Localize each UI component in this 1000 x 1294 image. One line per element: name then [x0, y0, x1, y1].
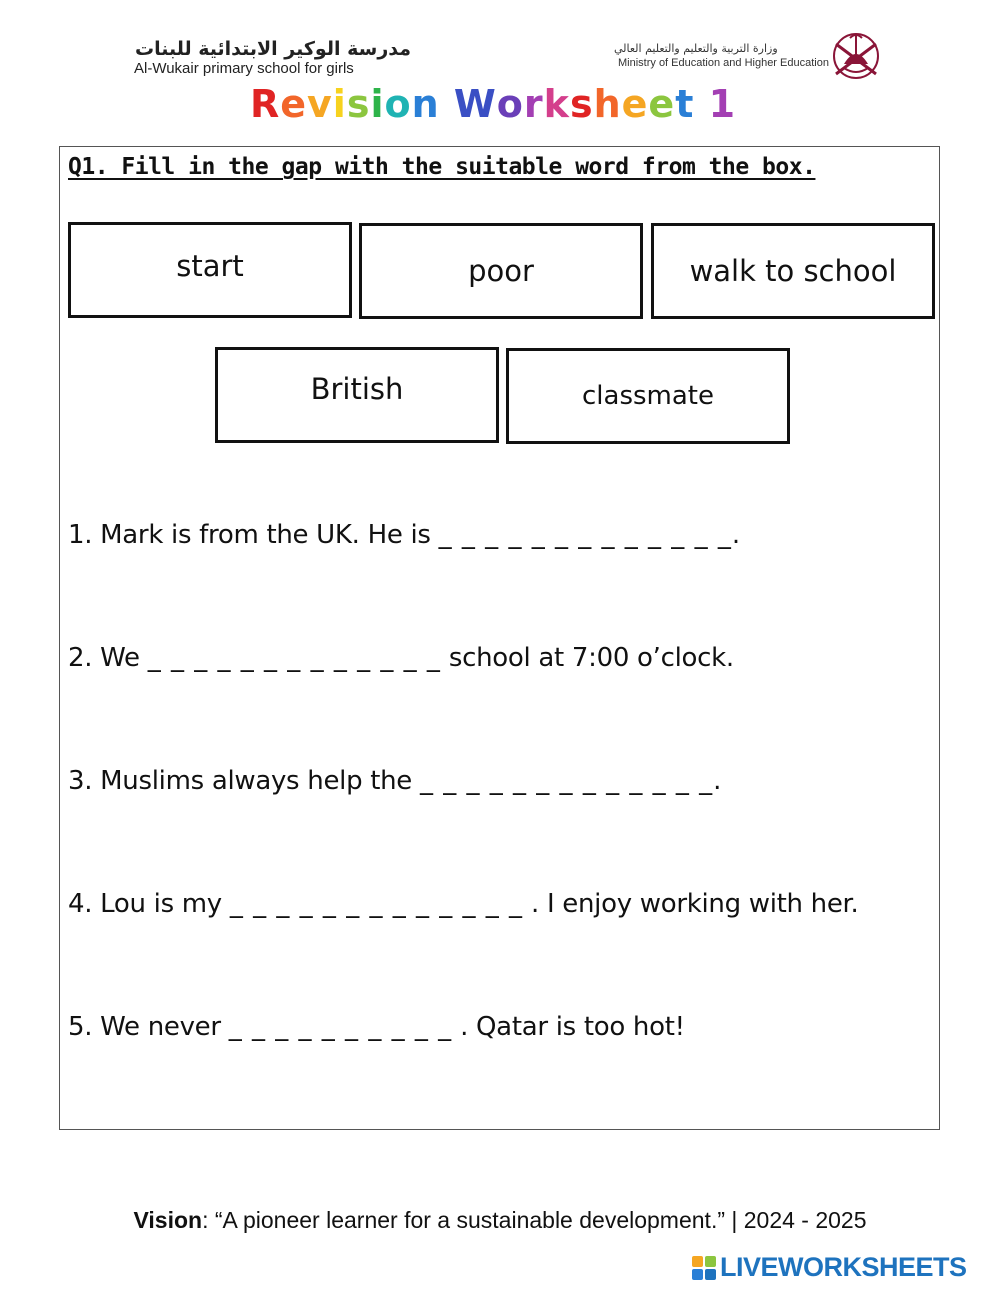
title-letter: t [675, 82, 695, 126]
question-heading: Q1. Fill in the gap with the suitable word from the box. [68, 154, 816, 180]
title-letter: n [411, 82, 440, 126]
title-letter: i [332, 82, 347, 126]
sentence-text: 4. Lou is my [68, 889, 230, 919]
word-bank-item[interactable]: walk to school [651, 223, 935, 319]
liveworksheets-brand[interactable] [692, 1252, 967, 1283]
title-letter: s [569, 82, 594, 126]
sentence-text: 5. We never [68, 1012, 229, 1042]
title-letter: o [496, 82, 524, 126]
sentence-1 [68, 520, 740, 550]
answer-blank[interactable]: _ _ _ _ _ _ _ _ _ _ _ _ _ [229, 889, 524, 919]
title-letter: o [384, 82, 412, 126]
title-letter: R [249, 82, 281, 126]
liveworksheets-wordmark: LIVEWORKSHEETS [720, 1252, 967, 1282]
title-letter: e [280, 82, 307, 126]
title-letter [440, 82, 454, 126]
sentence-text: 3. Muslims always help the [68, 766, 420, 796]
ministry-name-arabic: وزارة التربية والتعليم والتعليم العالي [614, 42, 778, 55]
title-letter: v [307, 82, 333, 126]
sentence-5 [68, 1012, 685, 1042]
word-bank-item[interactable]: poor [359, 223, 643, 319]
title-letter: i [370, 82, 385, 126]
school-name-arabic: مدرسة الوكير الابتدائية للبنات [135, 38, 411, 60]
sentence-text: . Qatar is too hot! [452, 1012, 685, 1042]
sentence-4 [68, 889, 859, 919]
title-letter: 1 [708, 82, 737, 126]
title-letter: e [648, 82, 676, 126]
vision-statement [0, 1207, 1000, 1234]
sentence-text: . [731, 520, 740, 550]
word-bank-item[interactable]: start [68, 222, 352, 318]
liveworksheets-logo-icon [692, 1256, 716, 1280]
title-letter: W [453, 82, 497, 126]
vision-label: Vision [133, 1207, 203, 1233]
answer-blank[interactable]: _ _ _ _ _ _ _ _ _ _ _ _ _ [438, 520, 732, 550]
sentence-text: 1. Mark is from the UK. He is [68, 520, 439, 550]
answer-blank[interactable]: _ _ _ _ _ _ _ _ _ _ _ _ _ [419, 766, 714, 796]
sentence-2 [68, 643, 734, 673]
title-letter: e [621, 82, 649, 126]
school-name-english: Al-Wukair primary school for girls [134, 60, 354, 77]
qatar-emblem-icon [826, 24, 886, 84]
title-letter: r [523, 82, 544, 126]
title-letter: h [593, 82, 622, 126]
ministry-name-english: Ministry of Education and Higher Education [618, 57, 829, 69]
title-letter: k [543, 82, 570, 126]
sentence-text: . I enjoy working with her. [523, 889, 859, 919]
answer-blank[interactable]: _ _ _ _ _ _ _ _ _ _ [228, 1012, 453, 1042]
sentence-3 [68, 766, 721, 796]
word-bank-item[interactable]: classmate [506, 348, 790, 444]
title-letter [694, 82, 708, 126]
sentence-text: 2. We [68, 643, 148, 673]
vision-text: : “A pioneer learner for a sustainable development.” | 2024 - 2025 [202, 1207, 867, 1233]
title-letter: s [346, 82, 371, 126]
sentence-text: . [713, 766, 722, 796]
sentence-text: school at 7:00 o’clock. [440, 643, 734, 673]
worksheet-title [0, 82, 986, 126]
answer-blank[interactable]: _ _ _ _ _ _ _ _ _ _ _ _ _ [147, 643, 441, 673]
word-bank-item[interactable]: British [215, 347, 499, 443]
